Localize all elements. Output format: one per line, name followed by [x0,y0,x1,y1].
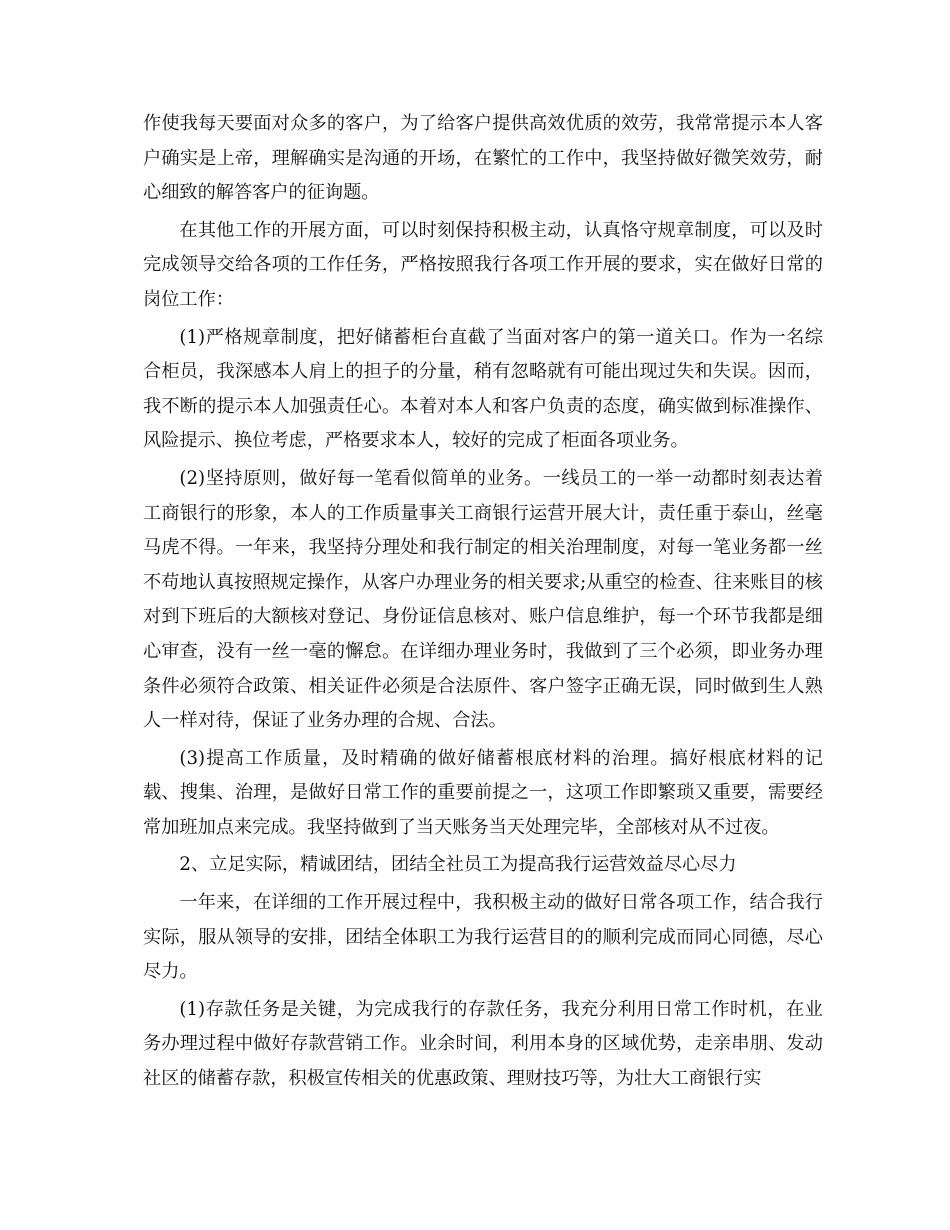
paragraph-other-work: 在其他工作的开展方面，可以时刻保持积极主动，认真恪守规章制度，可以及时完成领导交给各项的工作任务，严格按照我行各项工作开展的要求，实在做好日常的岗位工作： [143,219,823,310]
paragraph-item-1-rules: (1)严格规章制度，把好储蓄柜台直截了当面对客户的第一道关口。作为一名综合柜员，我深感本人肩上的担子的分量，稍有忽略就有可能出现过失和失误。因而，我不断的提示本人加强责任心。本着对本人和客户负责的态度，确实做到标准操作、风险提示、换位考虑，严格要求本人，较好的完成了柜面各项业务。 [143,326,823,452]
section-heading-2: 2、立足实际，精诚团结，团结全社员工为提高我行运营效益尽心尽力 [179,854,737,876]
paragraph-year-summary: 一年来，在详细的工作开展过程中，我积极主动的做好日常各项工作，结合我行实际，服从领导的安排，团结全体职工为我行运营目的的顺利完成而同心同德，尽心尽力。 [143,892,823,983]
paragraph-item-3-quality: (3)提高工作质量，及时精确的做好储蓄根底材料的治理。搞好根底材料的记载、搜集、治理，是做好日常工作的重要前提之一，这项工作即繁琐又重要，需要经常加班加点来完成。我坚持做到了当天账务当天处理完毕，全部核对从不过夜。 [143,747,823,838]
document-body [143,107,823,1097]
paragraph-deposit-task: (1)存款任务是关键，为完成我行的存款任务，我充分利用日常工作时机，在业务办理过程中做好存款营销工作。业余时间，利用本身的区域优势，走亲串朋、发动社区的储蓄存款，积极宣传相关的优惠政策、理财技巧等，为壮大工商银行实 [143,998,823,1090]
paragraph-item-2-principle: (2)坚持原则，做好每一笔看似简单的业务。一线员工的一举一动都时刻表达着工商银行的形象，本人的工作质量事关工商银行运营开展大计，责任重于泰山，丝毫马虎不得。一年来，我坚持分理处和我行制定的相关治理制度，对每一笔业务都一丝不苟地认真按照规定操作，从客户办理业务的相关要求;从重空的检查、往来账目的核对到下班后的大额核对登记、身份证信息核对、账户信息维护，每一个环节我都是细心审查，没有一丝一毫的懈怠。在详细办理业务时，我做到了三个必须，即业务办理条件必须符合政策、相关证件必须是合法原件、客户签字正确无误，同时做到生人熟人一样对待，保证了业务办理的合规、合法。 [143,467,823,732]
paragraph-continuation: 作使我每天要面对众多的客户，为了给客户提供高效优质的效劳，我常常提示本人客户确实是上帝，理解确实是沟通的开场，在繁忙的工作中，我坚持做好微笑效劳，耐心细致的解答客户的征询题。 [143,113,823,204]
